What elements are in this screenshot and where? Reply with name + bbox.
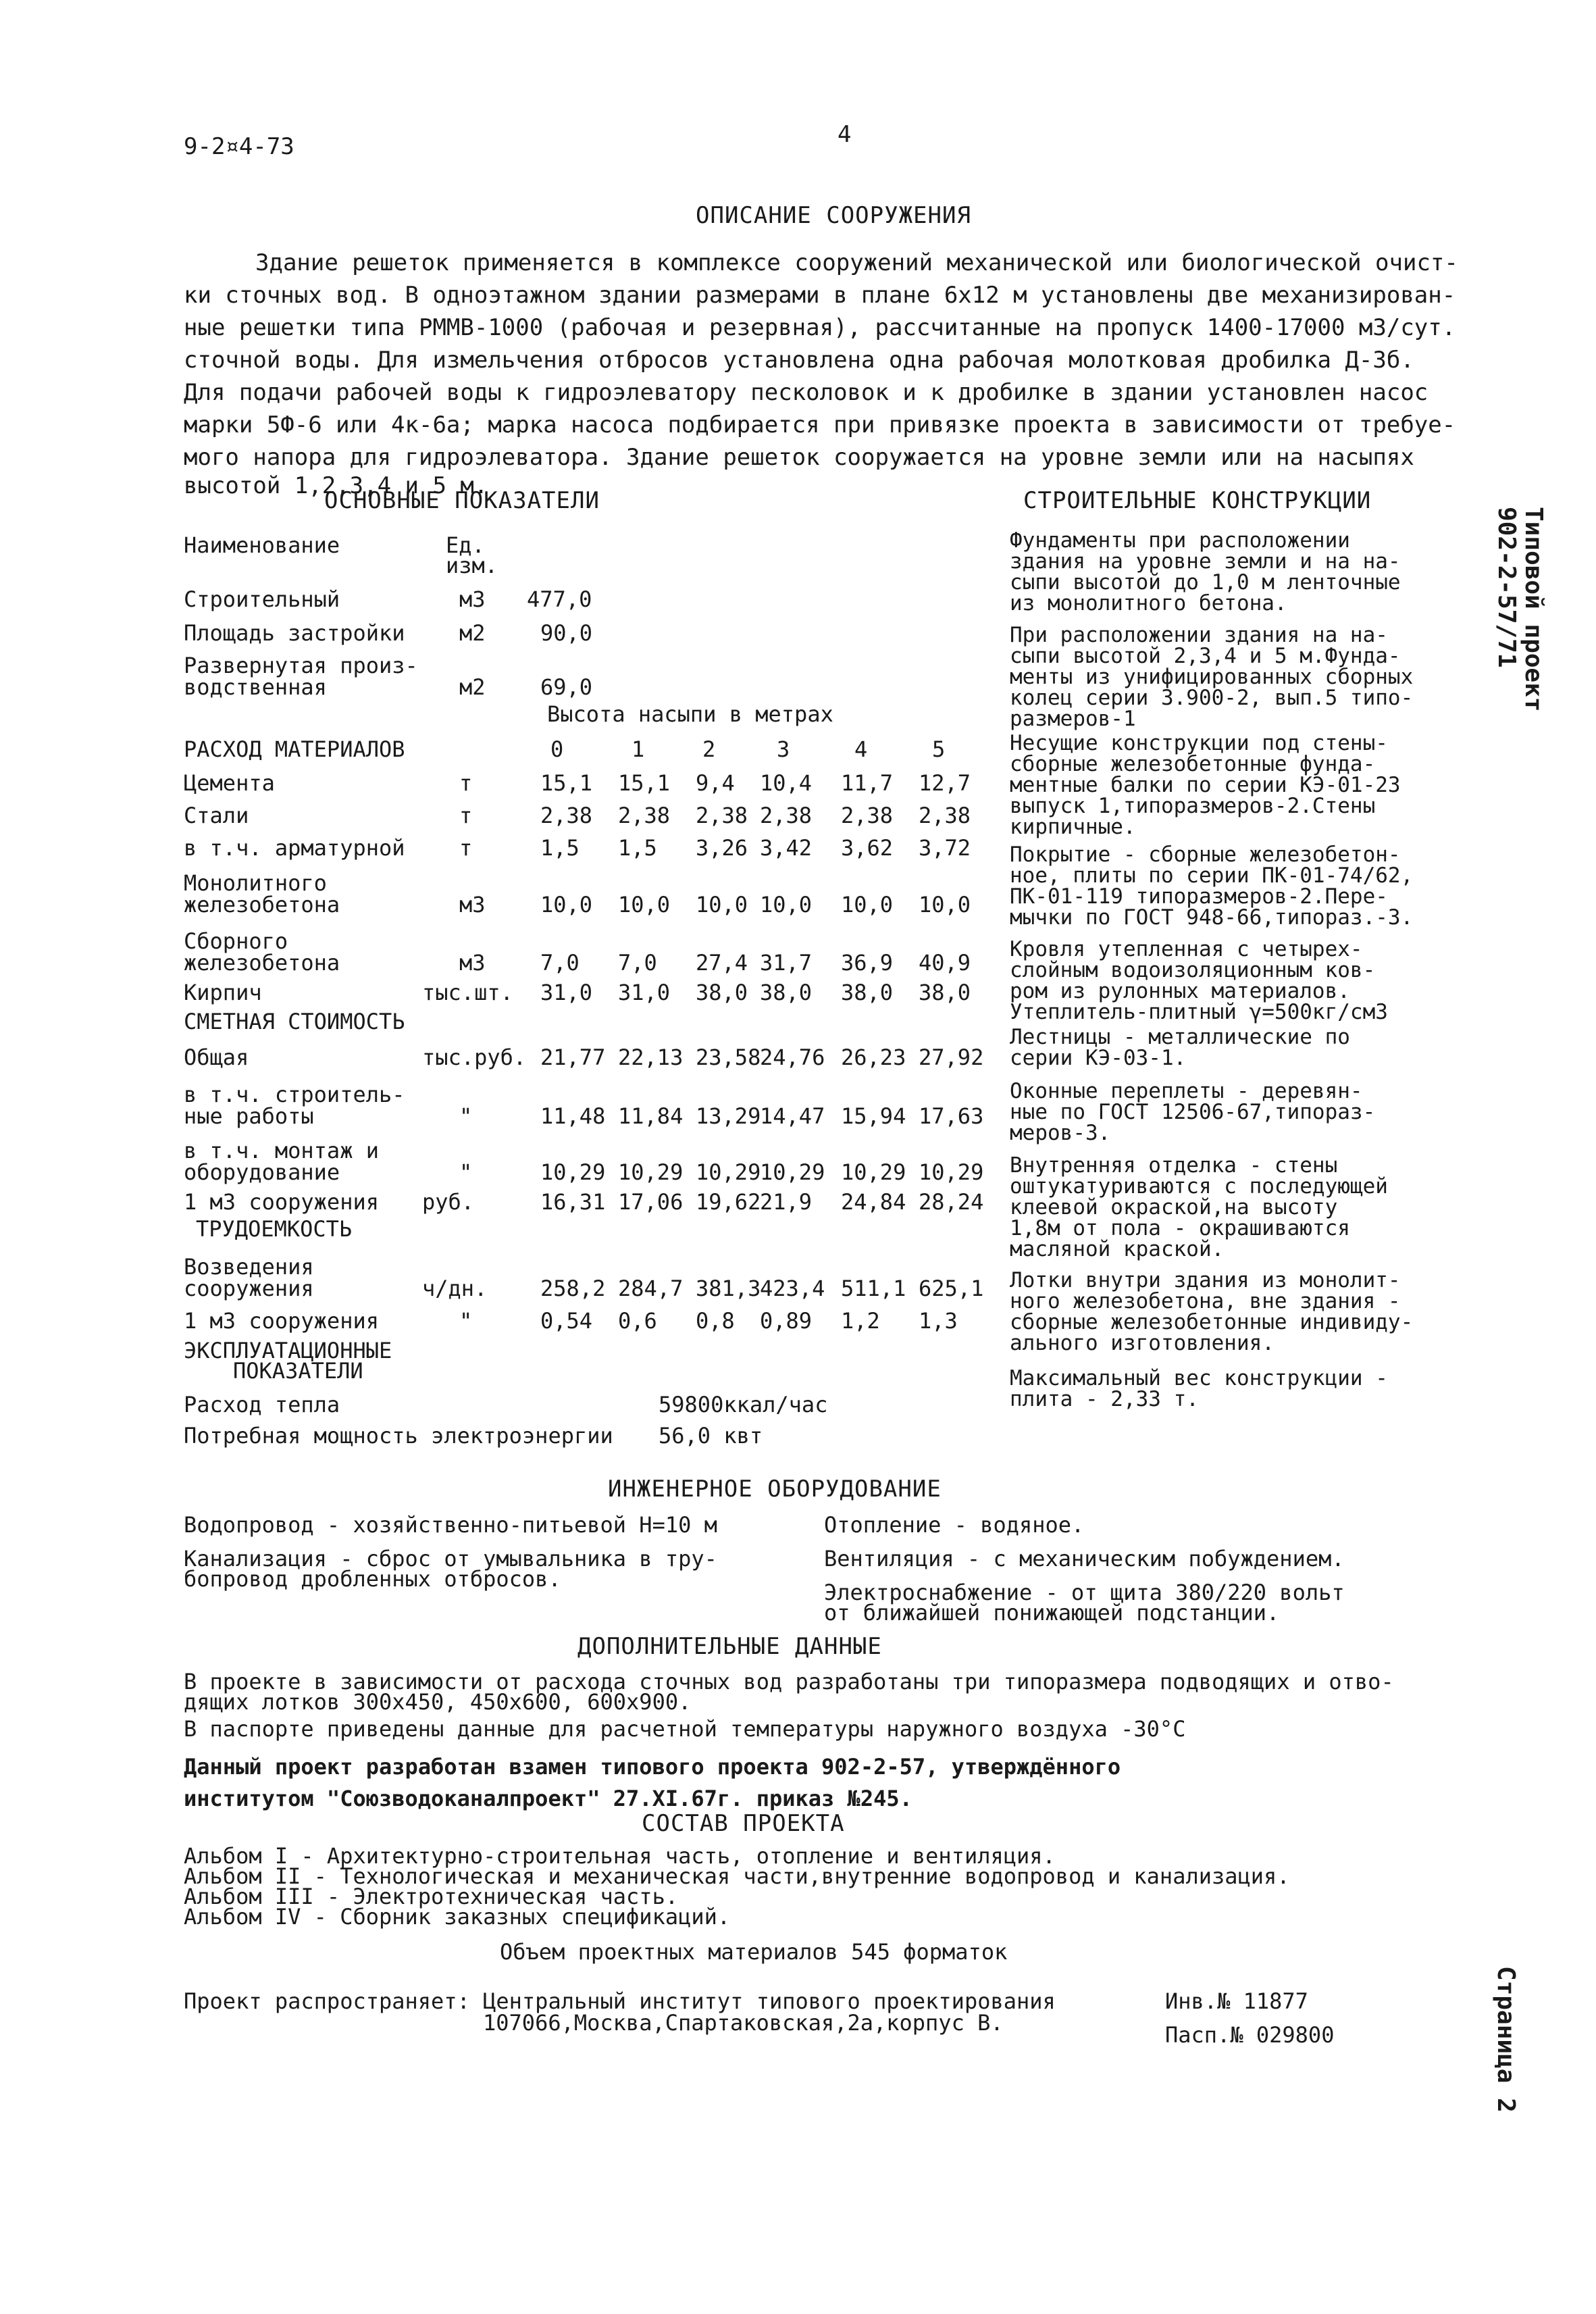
row-value: 2,38 xyxy=(841,803,894,828)
row-value: 1,5 xyxy=(618,835,657,861)
structures-paragraph: При расположении здания на на- сыпи высотой 2,3,4 и 5 м.Фунда- менты из унифицированных сборных колец серии 3.900-2, вып.5 типо- размеров-1 xyxy=(1010,623,1414,731)
album-line: Альбом III - Электротехническая часть. xyxy=(184,1884,679,1909)
row-value: 17,06 xyxy=(618,1189,684,1215)
ventilation: Вентиляция - с механическим побуждением. xyxy=(824,1546,1345,1571)
height-label: 3 xyxy=(777,736,790,762)
intro-line: высотой 1,2,3,4 и 5 м. xyxy=(184,472,488,499)
row-value: 10,29 xyxy=(841,1159,906,1185)
heating: Отопление - водяное. xyxy=(824,1512,1085,1538)
distributor: 107066,Москва,Спартаковская,2а,корпус В. xyxy=(483,2010,1004,2036)
row-name: ные работы xyxy=(184,1103,314,1129)
row-unit: тыс.руб. xyxy=(422,1045,527,1070)
row-unit: т xyxy=(459,835,473,861)
sewerage: Канализация - сброс от умывальника в тру- xyxy=(184,1546,717,1571)
row-value: 625,1 xyxy=(919,1276,984,1301)
row-value: 3,26 xyxy=(696,835,748,861)
basic-row-name: Площадь застройки xyxy=(184,620,405,646)
structures-paragraph: Покрытие - сборные железобетон- ное, плиты по серии ПК-01-74/62, ПК-01-119 типоразмеров-2.Пере- мычки по ГОСТ 948-66,типораз.-3. xyxy=(1010,842,1414,930)
intro-line: Здание решеток применяется в комплексе сооружений механической или биологической очист- xyxy=(255,249,1458,276)
row-value: 284,7 xyxy=(618,1276,684,1301)
basic-row-unit: м2 xyxy=(459,674,486,700)
row-value: 2,38 xyxy=(540,803,593,828)
basic-row-unit: м3 xyxy=(459,586,486,612)
row-unit: " xyxy=(459,1103,473,1129)
row-value: 27,4 xyxy=(696,950,748,976)
row-value: 10,0 xyxy=(540,892,593,917)
side-project-line2: 902-2-57/71 xyxy=(1493,507,1520,668)
row-value: 16,31 xyxy=(540,1189,606,1215)
row-value: 19,62 xyxy=(696,1189,761,1215)
distributor: Проект распространяет: Центральный институт типового проектирования xyxy=(184,1988,1056,2014)
sewerage: бопровод дробленных отбросов. xyxy=(184,1566,561,1592)
height-label: 5 xyxy=(932,736,946,762)
row-value: 1,5 xyxy=(540,835,580,861)
row-unit: " xyxy=(459,1159,473,1185)
side-project-line1: Типовой проект xyxy=(1520,507,1547,712)
row-value: 38,0 xyxy=(841,980,894,1005)
height-label: 4 xyxy=(854,736,868,762)
row-value: 21,9 xyxy=(760,1189,813,1215)
heat-value: 59800ккал/час xyxy=(659,1392,828,1417)
row-value: 26,23 xyxy=(841,1045,906,1070)
row-value: 2,38 xyxy=(760,803,813,828)
row-name: 1 м3 сооружения xyxy=(184,1189,379,1215)
row-name: сооружения xyxy=(184,1276,314,1301)
album-line: Альбом II - Технологическая и механическая части,внутренние водопровод и канализация. xyxy=(184,1863,1290,1889)
side-project-label xyxy=(1493,507,1547,711)
row-value: 38,0 xyxy=(696,980,748,1005)
row-unit: ч/дн. xyxy=(422,1276,488,1301)
row-value: 258,2 xyxy=(540,1276,606,1301)
intro-line: марки 5Ф-6 или 4к-6а; марка насоса подбирается при привязке проекта в зависимости от требуе- xyxy=(184,411,1456,438)
row-value: 381,3 xyxy=(696,1276,761,1301)
row-value: 9,4 xyxy=(696,770,735,796)
row-value: 38,0 xyxy=(919,980,971,1005)
basic-row-value: 477,0 xyxy=(527,586,592,612)
row-unit: м3 xyxy=(459,950,486,976)
row-name: 1 м3 сооружения xyxy=(184,1308,379,1334)
row-value: 10,0 xyxy=(919,892,971,917)
additional-line: В паспорте приведены данные для расчетной температуры наружного воздуха -30°С xyxy=(184,1716,1186,1742)
structures-paragraph: Кровля утепленная с четырех- слойным водоизоляционным ков- ром из рулонных материалов. Утеплитель-плитный γ=500кг/см3 xyxy=(1010,937,1388,1024)
row-value: 0,54 xyxy=(540,1308,593,1334)
water-supply: Водопровод - хозяйственно-питьевой Н=10 м xyxy=(184,1512,717,1538)
row-name: Стали xyxy=(184,803,249,828)
passport-number: Пасп.№ 029800 xyxy=(1165,2022,1335,2048)
row-unit: тыс.шт. xyxy=(422,980,513,1005)
row-value: 0,6 xyxy=(618,1308,657,1334)
row-value: 10,29 xyxy=(696,1159,761,1185)
basic-row-name: Строительный xyxy=(184,586,340,612)
row-value: 423,4 xyxy=(760,1276,825,1301)
album-line: Альбом I - Архитектурно-строительная часть, отопление и вентиляция. xyxy=(184,1843,1056,1869)
intro-line: Для подачи рабочей воды к гидроэлеватору песколовок и к дробилке в здании установлен насос xyxy=(184,379,1428,406)
intro-line: ки сточных вод. В одноэтажном здании размерами в плане 6x12 м установлены две механизирован- xyxy=(184,282,1456,309)
row-value: 7,0 xyxy=(618,950,657,976)
row-unit: т xyxy=(459,803,473,828)
row-value: 13,29 xyxy=(696,1103,761,1129)
additional-line: Данный проект разработан взамен типового проекта 902-2-57, утверждённого xyxy=(184,1754,1121,1780)
unit-column-header: изм. xyxy=(446,553,498,578)
height-label: 2 xyxy=(702,736,716,762)
cost-title: СМЕТНАЯ СТОИМОСТЬ xyxy=(184,1009,405,1034)
row-value: 1,3 xyxy=(919,1308,958,1334)
engineering-title: ИНЖЕНЕРНОЕ ОБОРУДОВАНИЕ xyxy=(608,1476,942,1503)
row-value: 14,47 xyxy=(760,1103,825,1129)
row-value: 10,29 xyxy=(760,1159,825,1185)
row-value: 7,0 xyxy=(540,950,580,976)
row-value: 12,7 xyxy=(919,770,971,796)
row-value: 10,29 xyxy=(919,1159,984,1185)
row-value: 23,58 xyxy=(696,1045,761,1070)
row-name: в т.ч. арматурной xyxy=(184,835,405,861)
row-value: 15,94 xyxy=(841,1103,906,1129)
row-value: 28,24 xyxy=(919,1189,984,1215)
composition-title: СОСТАВ ПРОЕКТА xyxy=(642,1810,845,1837)
row-value: 31,0 xyxy=(618,980,671,1005)
row-value: 10,0 xyxy=(760,892,813,917)
unit-column-header: Ед. xyxy=(446,532,485,558)
row-value: 31,0 xyxy=(540,980,593,1005)
row-value: 24,76 xyxy=(760,1045,825,1070)
row-value: 27,92 xyxy=(919,1045,984,1070)
row-unit: " xyxy=(459,1308,473,1334)
intro-line: сточной воды. Для измельчения отбросов установлена одна рабочая молотковая дробилка Д-3б. xyxy=(184,347,1414,374)
structures-paragraph: Лотки внутри здания из монолит- ного железобетона, вне здания - сборные железобетонные индивиду- ального изготовления. xyxy=(1010,1268,1414,1355)
row-value: 2,38 xyxy=(696,803,748,828)
structures-paragraph: Максимальный вес конструкции - плита - 2,33 т. xyxy=(1010,1366,1388,1411)
row-name: железобетона xyxy=(184,950,340,976)
structures-paragraph: Оконные переплеты - деревян- ные по ГОСТ 12506-67,типораз- меров-3. xyxy=(1010,1079,1376,1145)
row-value: 0,8 xyxy=(696,1308,735,1334)
additional-line: институтом "Союзводоканалпроект" 27.XI.67г. приказ №245. xyxy=(184,1786,912,1811)
additional-line: В проекте в зависимости от расхода сточных вод разработаны три типоразмера подводящих и отво- xyxy=(184,1669,1394,1694)
power-supply: Электроснабжение - от щита 380/220 вольт xyxy=(824,1580,1345,1605)
row-name: железобетона xyxy=(184,892,340,917)
basic-row-value: 90,0 xyxy=(540,620,593,646)
heights-title: Высота насыпи в метрах xyxy=(547,701,833,727)
row-value: 10,29 xyxy=(618,1159,684,1185)
row-value: 15,1 xyxy=(540,770,593,796)
additional-title: ДОПОЛНИТЕЛЬНЫЕ ДАННЫЕ xyxy=(577,1633,882,1660)
basic-row-unit: м2 xyxy=(459,620,486,646)
row-value: 0,89 xyxy=(760,1308,813,1334)
heat-label: Расход тепла xyxy=(184,1392,340,1417)
row-value: 36,9 xyxy=(841,950,894,976)
row-name: Сборного xyxy=(184,928,288,954)
row-name: оборудование xyxy=(184,1159,340,1185)
row-value: 10,4 xyxy=(760,770,813,796)
exploit-title: ЭКСПЛУАТАЦИОННЫЕ xyxy=(184,1338,392,1363)
row-value: 10,29 xyxy=(540,1159,606,1185)
structures-paragraph: Несущие конструкции под стены- сборные железобетонные фунда- ментные балки по серии КЭ-01-23 выпуск 1,типоразмеров-2.Стены кирпичные. xyxy=(1010,731,1401,839)
basic-row-name: водственная xyxy=(184,674,327,700)
row-name: Цемента xyxy=(184,770,275,796)
row-value: 2,38 xyxy=(618,803,671,828)
row-name: Кирпич xyxy=(184,980,262,1005)
power-value: 56,0 квт xyxy=(659,1423,763,1449)
power-label: Потребная мощность электроэнергии xyxy=(184,1423,613,1449)
basic-row-name: Развернутая произ- xyxy=(184,653,418,678)
indicators-title: ОСНОВНЫЕ ПОКАЗАТЕЛИ xyxy=(324,487,600,514)
row-value: 22,13 xyxy=(618,1045,684,1070)
row-value: 511,1 xyxy=(841,1276,906,1301)
row-unit: м3 xyxy=(459,892,486,917)
labor-title: ТРУДОЕМКОСТЬ xyxy=(196,1216,353,1242)
structures-paragraph: Лестницы - металлические по серии КЭ-03-1. xyxy=(1010,1025,1350,1070)
row-value: 11,48 xyxy=(540,1103,606,1129)
page-number: 4 xyxy=(838,121,852,148)
name-column-header: Наименование xyxy=(184,532,340,558)
height-label: 1 xyxy=(632,736,645,762)
structures-paragraph: Внутренняя отделка - стены оштукатуриваются с последующей клеевой окраской,на высоту 1,8м от пола - окрашиваются масляной краской. xyxy=(1010,1153,1388,1261)
row-name: Общая xyxy=(184,1045,249,1070)
inventory-number: Инв.№ 11877 xyxy=(1165,1988,1308,2014)
height-label: 0 xyxy=(550,736,564,762)
row-value: 2,38 xyxy=(919,803,971,828)
side-page-label: Страница 2 xyxy=(1492,1966,1520,2113)
row-value: 3,62 xyxy=(841,835,894,861)
intro-line: мого напора для гидроэлеватора. Здание решеток сооружается на уровне земли или на насыпях xyxy=(184,444,1414,471)
row-value: 3,72 xyxy=(919,835,971,861)
row-value: 17,63 xyxy=(919,1103,984,1129)
row-name: в т.ч. монтаж и xyxy=(184,1138,379,1163)
row-value: 10,0 xyxy=(841,892,894,917)
row-value: 21,77 xyxy=(540,1045,606,1070)
materials-title: РАСХОД МАТЕРИАЛОВ xyxy=(184,736,405,762)
document-code: 9-2¤4-73 xyxy=(184,133,294,160)
basic-row-value: 69,0 xyxy=(540,674,593,700)
structures-paragraph: Фундаменты при расположении здания на уровне земли и на на- сыпи высотой до 1,0 м ленточные из монолитного бетона. xyxy=(1010,528,1401,615)
structures-title: СТРОИТЕЛЬНЫЕ КОНСТРУКЦИИ xyxy=(1023,487,1372,514)
intro-line: ные решетки типа РММВ-1000 (рабочая и резервная), рассчитанные на пропуск 1400-17000 м3/сут. xyxy=(184,314,1456,341)
row-value: 3,42 xyxy=(760,835,813,861)
album-line: Альбом IV - Сборник заказных спецификаций. xyxy=(184,1904,731,1930)
row-unit: руб. xyxy=(422,1189,475,1215)
row-value: 15,1 xyxy=(618,770,671,796)
row-value: 38,0 xyxy=(760,980,813,1005)
additional-line: дящих лотков 300x450, 450x600, 600x900. xyxy=(184,1689,692,1715)
row-value: 11,84 xyxy=(618,1103,684,1129)
row-value: 40,9 xyxy=(919,950,971,976)
row-name: в т.ч. строитель- xyxy=(184,1082,405,1107)
row-value: 1,2 xyxy=(841,1308,880,1334)
volume-line: Объем проектных материалов 545 форматок xyxy=(500,1939,1008,1965)
row-name: Возведения xyxy=(184,1254,314,1280)
exploit-title: ПОКАЗАТЕЛИ xyxy=(233,1358,363,1384)
row-value: 24,84 xyxy=(841,1189,906,1215)
section-title-description: ОПИСАНИЕ СООРУЖЕНИЯ xyxy=(696,202,971,229)
row-value: 11,7 xyxy=(841,770,894,796)
power-supply: от ближайшей понижающей подстанции. xyxy=(824,1600,1280,1626)
row-value: 31,7 xyxy=(760,950,813,976)
row-value: 10,0 xyxy=(696,892,748,917)
row-unit: т xyxy=(459,770,473,796)
row-value: 10,0 xyxy=(618,892,671,917)
row-name: Монолитного xyxy=(184,870,327,896)
